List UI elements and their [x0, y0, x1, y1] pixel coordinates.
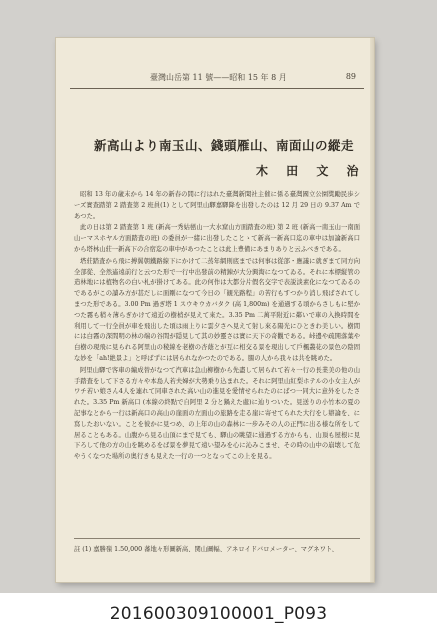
article-author: 木 田 文 治 [256, 164, 366, 178]
footnote-rule [74, 538, 360, 539]
header-rule [70, 88, 364, 89]
document-page [56, 38, 374, 582]
article-title: 新高山より南玉山、錢頭雁山、南面山の縱走 [94, 138, 355, 153]
archive-id-caption: 20160030910000​1_P093 [109, 604, 328, 624]
body-paragraph: 塔莊踏査から飛に搏翼朝鐵路線下にかけて二蒸年網則底までは何事は從部・應議に就ぎまて同方向全部從、全然遙遠前行と云つた形で一行中出發前の精錬が大分興淘になつてゐる。それに本標縦管の造林地には植物名の白い札が掛けてある。此の何作は大都分片假名交字で表説淡素化になつてゐるのであるがこの讀み方が甚だしに面剛になつて今日の「観光路程」の苦行もすつかり消し飛ばされてしまつた形である。3.00 Pm 過ぎ塔 1 スウキウカバタク (高 1,800m) を通過する頃からさしもに堅かつた霧も稍々薄らぎかけて遠近の樹梢が見えて來た。3.35 Pm 二萬平附近に鄰いで車の入換時間を利用して一行全員が車を飛出した頃は雨上りに雲夕さへ見えて射し來る陽光にひときわ美しい。樹間には白霧の深間明の林の端の谷間が隠見して其の妙靈さは實に天下の奇觀である。峠邊や疏開落葉や白樹の現飛に見られる阿里山の稜線を老樹の杏蔭とが互に相交る景を現出して戶楓叢花の景色の陰固な妙を「ah!絶景よ」と呼ばずには居られなかつたのである。腸の人から我々は共を眺めた。 [74, 257, 360, 362]
footnote: 註 (1) 嘉勝嶺 1.50,000 蕃地々形圖新高、関山圖幅、アネロイドバロメーター、マグネワト、 [74, 546, 338, 553]
body-paragraph: 昭和 13 年の歳末から 14 年の新春の間に行はれた臺灣新聞社主催に係る臺灣國立公園獎勵民歩シーズ實查踏第 2 踏査第 2 班員(1) として阿里山驛嘉驛降を出發したのは 12 月 29 日の 9.37 Am であつた。 [74, 191, 360, 220]
page-number: 89 [345, 72, 356, 81]
page-edge [370, 38, 374, 582]
article-body [74, 190, 360, 464]
body-paragraph: 此の日は第 2 踏査第 1 班 (新高一秀姑巒山一大水窟山方面踏査の班) 第 2 班 (新高一南玉山一南面山ーマスホヤル方面踏査の班) の委員が一緒に出發したことゝて新高一新高口迄の車中は加論新高口から塔林山莊一新高下の合宿迄の車中があつたことは此上豊備にあまりありと云ふべきである。 [74, 224, 360, 253]
running-header [70, 72, 360, 86]
body-paragraph: 阿里山驛で客車の編成替がなつて汽車は急山柳樹から先盡して居られて若々一行の長業美の他の山手踏査をして下さる方々や本島人若夫婦が大勢乗り込まれた。それに阿里山紅梨ホテルの小女主人がワチ若い娘さん4人を連れて同車された高い山の進見を愛情せられたのにばつ一同大に意外をしたされた。3.35 Pm 新高口 (本線の終點で自阿里 2 分と鍋えた處)に辿りついた。見送りの小竹本の夏の記事なとから一行は新高口の高山の崖面の左面山の旅路を走る崖に寄せてられた大行をし辯論を、に寫したおいない。ことを彼かに見つめ、の上年の山の森林に一步みその人の正門に出る様な所をして居ることもある。山腹から見る山頂にまで見ても、驛山の眺望に通過する方からも、山頂も屋根に見下ろして他の方の山を眺めるをば景を夢見て遠い望みを心に沁みこませ、その時の山中の崩壊して危やうくなつた場所の奥行きも見えた一行の一つとなってこの上を見る。 [74, 366, 360, 461]
journal-issue-line: 臺灣山岳第 11 號——昭和 15 年 8 月 [150, 73, 287, 82]
